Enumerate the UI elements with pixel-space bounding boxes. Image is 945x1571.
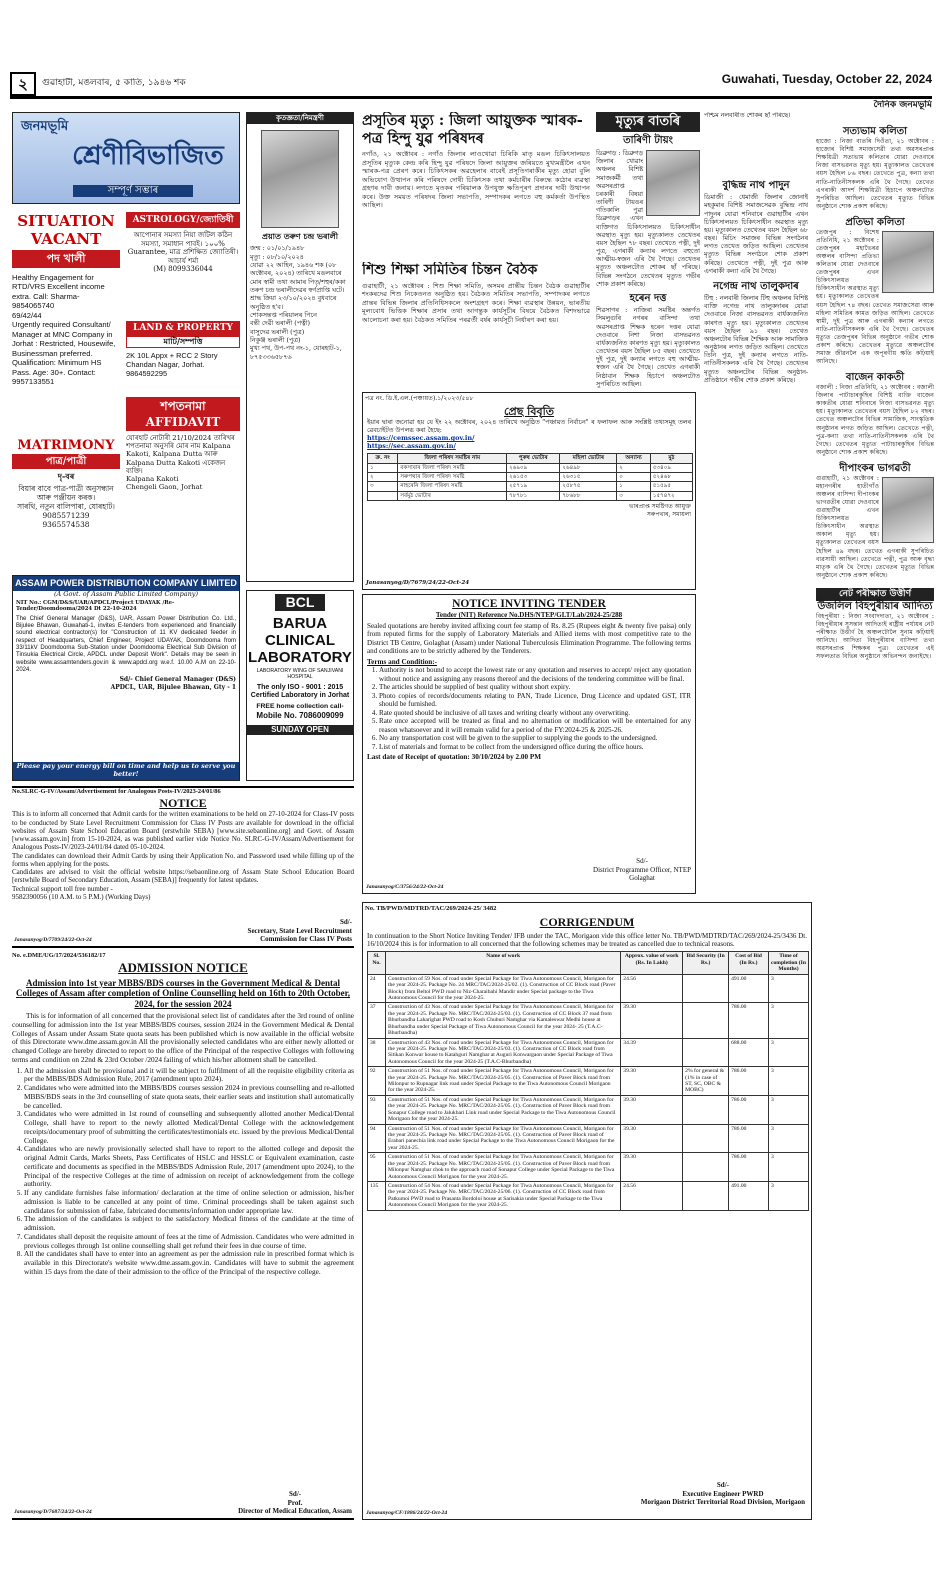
table-cell: Construction of 51 Nos. of road under Special Package for Tiwa Autonomous Council, Morigaon for the year 2024-25. Package No. MRC/TAC/2024-25/05. (1). Construction of Paver Block road from Milonpur Namghar chok to the approach road of Sonapur College under Special Package to the Tiwa Autonomous Council Morigaon for the year 2024-25.: [385, 1153, 620, 1182]
right-body-5: বিহপুৰীয়া : নিজা সংবাদদাতা, ২১ অক্টোবৰ : বিহপুৰীয়াৰ সুসন্তান আদিত্যই ৰাষ্ট্ৰীয় পৰ্যায়ৰ নেট পৰীক্ষাত উত্তীৰ্ণ হৈ অঞ্চলটোলৈ সুনাম কঢ়িয়াই আনিছে। আদিত্য বিহপুৰীয়াৰ বাসিন্দা তথা অৱসৰপ্ৰাপ্ত শিক্ষকৰ পুত্ৰ। তেখেতৰ এই সফলতাত বিভিন্ন অনুষ্ঠানে অভিনন্দন জনাইছে।: [816, 612, 934, 661]
death-news-body-2: শিৱসাগৰ : নাজিৰা সমষ্টিৰ অন্তৰ্গত সিমলুগুৰি নগৰৰ বাসিন্দা তথা অৱসৰপ্ৰাপ্ত শিক্ষক হৰেন দত্তৰ যোৱা দেওবাৰে নিশা নিজা বাসভৱনত বাৰ্ধক্যজনিত কাৰণত মৃত্যু হয়। মৃত্যুকালত তেখেতৰ বয়স হৈছিল ৮৫ বছৰ। তেখেতে দুই পুত্ৰ, দুই কন্যাৰ লগতে বহু আত্মীয়-স্বজন এৰি থৈ গৈছে। তেখেত এগৰাকী নিষ্ঠাবান শিক্ষক হিচাপে অঞ্চলটোত সুপৰিচিত আছিল।: [596, 307, 700, 388]
tender-body: Sealed quotations are hereby invited affixing court fee stamp of Rs. 8.25 (Rupees eight & twenty five paisa) only from reputed firms for the supply of Laboratory Materials and Allied items with most competitive rate to the District TB Centre, Golaghat (Assam) under National Tuberculosis Elimination Programme. The following terms and conditions are to be strictly adhered by the Tenderers.: [367, 621, 691, 656]
tender-term: 1. Authority is not bound to accept the lowest rate or any quotation and reserves to accept/ reject any quotation without notice and assigning any reasons thereof and the decisions of the tendering committee will be final.: [379, 666, 691, 683]
table-header-cell: Bid Security (In Rs.): [683, 952, 729, 974]
table-cell: Construction of 43 Nos. of road under Special Package for Tiwa Autonomous Council, Morigaon for the year 2024-25. Package No. MRC/TAC/2024-25/03. (1). Construction of CC Block road from Sitikan Konwar house to Katahguri Namghar at Auguri Konwargaon under Special Package of Tiwa Autonomous Council for the year 2024-25 (T.A.C-Bhurbandha): [385, 1038, 620, 1067]
death-news-name-4: নগেন্দ্ৰ নাথ তালুকদাৰ: [713, 280, 799, 292]
table-cell: 3: [768, 1153, 808, 1182]
table-cell: 39.30: [621, 1153, 683, 1182]
table-row: [368, 491, 693, 500]
lab-sunday-open: SUNDAY OPEN: [247, 725, 353, 735]
table-cell: ৭৮৬৮৮: [560, 491, 617, 500]
table-cell: 38: [368, 1038, 386, 1067]
table-row: [368, 1181, 809, 1210]
slrc-sign: Sd/- Secretary, State Level Recruitment Commission for Class IV Posts: [247, 918, 352, 944]
table-cell: 786.00: [729, 1067, 769, 1096]
tender-sign: Sd/- District Programme Officer, NTEP Golaghat: [593, 857, 691, 883]
table-row: [368, 463, 693, 472]
right-name-4: দীপাংকৰ ভাগৱতী: [839, 462, 911, 474]
table-cell: Construction of 54 Nos. of road under Special Package for Tiwa Autonomous Council, Morigaon for the year 2024-25. Package No. MRC/TAC/2024-25/06. (1). Construction of CC Block road from Patkumoi PWD road to Prasanta Bordoloi house at Sarisakia under Special Package to the Tiwa Autonomous Council Morigaon for the year 2024-25.: [385, 1181, 620, 1210]
situation-sub: পদ খালী: [12, 250, 120, 268]
astrology-body: আপোনাৰ সমস্যা নিয়া জটিল কঠিন সমস্যা, সমাধান পাবই। ১০০% Guarantee, মাত্ৰ প্ৰশিক্ষিত জ্যোতিষী। আচাৰ্য শৰ্মা (M) 8099336044: [127, 231, 239, 274]
death-news-body-1: ডিব্ৰুগড় : ডিব্ৰুগড় জিলাৰ খোৱাং অঞ্চলৰ বিশিষ্ট সমাজকৰ্মী তথা অৱসৰপ্ৰাপ্ত চৰকাৰী বিষয়া তাৰিণী টায়ঙৰ গতিকালি পুৱা ডিব্ৰুগড়ৰ এখন ব্যক্তিগত চিকিৎসালয়ত চিকিৎসাধীন অৱস্থাত মৃত্যু হয়। মৃত্যুকালত তেখেতৰ বয়স হৈছিল ৭৮ বছৰ। তেখেতে পত্নী, দুই পুত্ৰ, এগৰাকী কন্যাৰ লগতে বহুতো আত্মীয়-স্বজন এৰি থৈ গৈছে। তেখেতৰ মৃত্যুত অঞ্চলটোত শোকৰ ছাঁ পৰিছে। বিভিন্ন সংগঠনে তেখেতৰ মৃত্যুত গভীৰ শোক প্ৰকাশ কৰিছে।: [596, 150, 700, 288]
apdcl-footer: Please pay your energy bill on time and help us to serve you better!: [13, 762, 239, 780]
table-cell: 135: [368, 1181, 386, 1210]
affidavit-title: শপতনামা AFFIDAVIT: [126, 397, 240, 431]
classified-right-column: [126, 212, 240, 568]
admission-point: 2. Candidates who were admitted into the MBBS/BDS courses session 2024 in previous counselling and re-allotted MBBS/BDS seats in the 3rd counselling of state quota seats, their earlier seats and institution shall automatically be cancelled.: [24, 1084, 354, 1110]
lab-tagline: LABORATORY WING OF SANJIVANI HOSPITAL: [256, 668, 344, 681]
death-news-title: মৃত্যুৰ বাতৰি: [596, 112, 700, 132]
table-cell: 3: [768, 1181, 808, 1210]
table-cell: 786.00: [729, 1095, 769, 1124]
admission-point: 8. All the candidates shall have to enter into an agreement as per the admission rule in prescribed format which is available in this Directorate's website www.dme.assam.gov.in. Candidates will have to submit the agreement within 15 days from the date of their admission to the office of the Principal of the respective college.: [24, 1250, 354, 1276]
news-lead-1-title: প্ৰসূতিৰ মৃত্যু : জিলা আয়ুক্তক স্মাৰক-পত্ৰ হিন্দু যুৱ পৰিষদৰ: [362, 112, 583, 147]
news-lead-1-body: নগাঁও, ২১ অক্টোবৰ : নগাঁও জিলাৰ লাওখোৱা চিৰিকি মাতৃ মঙল চিকিৎসালয়ত প্ৰসূতিৰ মৃত্যুক কেন্দ্ৰ কৰি হিন্দু যুৱ পৰিষদে জিলা আয়ুক্তৰ জৰিয়তে মুখ্যমন্ত্ৰীলৈ এখন স্মাৰক-পত্ৰ প্ৰেৰণ কৰে। চিকিৎসকৰ অৱহেলাৰ বাবেই প্ৰসূতিগৰাকীৰ মৃত্যু হোৱা বুলি অভিযোগ উত্থাপন কৰি পৰিষদে দোষী চিকিৎসক তথা কৰ্মচাৰীৰ বিৰুদ্ধে কঠোৰ ব্যৱস্থা গ্ৰহণৰ দাবী জনায়। লগতে মৃতকৰ পৰিয়ালক উপযুক্ত ক্ষতিপূৰণ প্ৰদানৰ দাবী উত্থাপন কৰে। উক্ত সময়ত পৰিষদৰ জিলা সভাপতি, সম্পাদকৰ লগতে বহু কৰ্মকৰ্তা উপস্থিত আছিল।: [362, 150, 590, 209]
slrc-title: NOTICE: [159, 795, 207, 810]
table-cell: 39.30: [621, 1095, 683, 1124]
table-cell: ৫১৫৯৫: [650, 482, 692, 491]
table-cell: Construction of 51 Nos. of road under Special Package for Tiwa Autonomous Council, Morigaon for the year 2024-25. Package No. MRC/TAC/2024-25/05. (1). Construction of Paver Block road from Milonpur to Rupnagar link road under Special Package to the Tiwa Autonomous Council Morigaon for the year 2024-25.: [385, 1067, 620, 1096]
table-cell: 39.30: [621, 1067, 683, 1096]
admission-notice: [12, 952, 354, 1520]
table-cell: 2% for general & (1% in case of ST, SC, OBC & MOBC): [683, 1067, 729, 1096]
press-janasanyog: Janasanyog/D/7679/24/22-Oct-24: [366, 580, 470, 587]
table-cell: 93: [368, 1095, 386, 1124]
land-body: 2K 10L Appx + RCC 2 Story Chandan Nagar, Jorhat. 9864592295: [126, 350, 218, 378]
death-news-name-1: তাৰিণী টায়ং: [623, 134, 673, 146]
classified-brand-main: শ্ৰেণীবিভাজিত: [72, 141, 224, 171]
classified-brand-sub: সম্পূৰ্ণ সম্ভাৰ: [73, 185, 193, 197]
admission-point: 4. Candidates who are newly provisionally selected shall have to report to the allotted college and deposit the original Admit Cards, Marks Sheets, Pass Certificates of HSLC and HSSLC or Equivalent examination, caste certificate and documents as specified in the MBBS/BDS Admission Rule, 2017 (amendment upto 2024), to the Principal of the respective Colleges at the time of admission on receipt of acknowledgement from the college authority.: [24, 1145, 354, 1189]
table-cell: 491.00: [729, 974, 769, 1003]
table-cell: 786.00: [729, 1153, 769, 1182]
press-link-1[interactable]: https://cemssec.assam.gov.in/: [367, 434, 475, 443]
table-cell: [683, 1038, 729, 1067]
table-cell: 24.56: [621, 1181, 683, 1210]
header-date-assamese: গুৱাহাটী, মঙলবাৰ, ৫ কাতি, ১৯৪৬ শক: [42, 78, 186, 88]
table-cell: 39.30: [621, 1003, 683, 1038]
admission-point: 5. If any candidate furnishes false information/ declaration at the time of online selection or admission, his/her admission is liable to be cancelled at any point of time. Criminal proceedings shall be taken against such candidates for submission of false, fabricated documents/information under appropriate law.: [24, 1189, 354, 1215]
news-lead-2: [362, 262, 590, 388]
table-row: [368, 1124, 809, 1153]
tender-notice: [362, 594, 696, 894]
header-rule: [10, 96, 932, 99]
corrigendum-ref: No. TB/PWD/MDTRD/TAC/269/2024-25/ 3482: [365, 905, 497, 912]
lab-logo: BCL: [275, 594, 325, 611]
table-cell: ১৫৭৪৭২: [650, 491, 692, 500]
slrc-janasanyog: Janasanyog/D/7709/24/22-Oct-24: [14, 937, 92, 944]
table-header-cell: পুৰুষ ভোটাৰ: [507, 454, 560, 463]
lab-free-collection: FREE home collection call-: [256, 702, 344, 710]
right-name-1: সত্যভাম কলিতা: [842, 126, 908, 137]
death-news-photo-1: [646, 150, 700, 216]
right-name-2: প্ৰতিভা কলিতা: [845, 216, 905, 228]
table-row: [368, 1153, 809, 1182]
table-cell: [683, 974, 729, 1003]
obituary-name: প্ৰয়াত তৰুণ চন্দ্ৰ ভৰালী: [261, 230, 339, 241]
table-cell: Construction of 51 Nos. of road under Special Package for Tiwa Autonomous Council, Morigaon for the year 2024-25. Package No. MRC/TAC/2024-25/05. (1). Construction of Paver Block road of Erabari panechia link road under Special Package to the Tiwa Autonomous Council Morigaon for the year 2024-25.: [385, 1124, 620, 1153]
table-cell: ০: [617, 473, 651, 482]
news-lead-2-body: গুৱাহাটী, ২১ অক্টোবৰ : শিশু শিক্ষা সমিতি, অসমৰ প্ৰান্তীয় চিন্তন বৈঠক গুৱাহাটীৰ শংকৰদেৱ শিশু নিকেতনত অনুষ্ঠিত হয়। বৈঠকত সমিতিৰ সভাপতি, সম্পাদকৰ লগতে প্ৰান্তৰ বিভিন্ন জিলাৰ প্ৰতিনিধিসকলে অংশগ্ৰহণ কৰে। শিক্ষা ব্যৱস্থাৰ উন্নয়ন, ভাৰতীয় মূল্যবোধ ভিত্তিক শিক্ষাৰ প্ৰসাৰ তথা আগন্তুক কাৰ্যসূচীৰ বিষয়ে বৈঠকত বিশদভাৱে আলোচনা কৰা হয়। বৈঠকত সমিতিৰ পৰৱৰ্তী বৰ্ষৰ কাৰ্যসূচী নিৰ্ধাৰণ কৰা হয়।: [362, 281, 590, 324]
table-cell: 3: [768, 1038, 808, 1067]
table-header-cell: মহিলা ভোটাৰ: [560, 454, 617, 463]
apdcl-title: ASSAM POWER DISTRIBUTION COMPANY LIMITED: [13, 576, 239, 591]
table-cell: নাহৰেনি জিলা পৰিষদ সমষ্টি: [398, 482, 507, 491]
corrigendum-body: In continuation to the Short Notice Inviting Tender/ IFB under the TAC, Morigaon vide this office letter No. TB/PWD/MDTRD/TAC/269/2024-25/3436 Dt. 16/10/2024 this is for information to all concerned that the following schemes may be treated as cancelled due to technical reasons.: [367, 931, 807, 949]
table-cell: Construction of 59 Nos. of road under Special Package for Tiwa Autonomous Council, Morigaon for the year 2024-25. Package No. 24 MRC/TAC/2024-25/02. (1). Construction of CC Block road (Paver Block) from Beltol PWD road to Niz-Charaibahi Mandir under Special package to the Tiwa Autonomous Council for the year 2024-25.: [385, 974, 620, 1003]
table-cell: 24: [368, 974, 386, 1003]
slrc-notice: [12, 786, 354, 948]
table-cell: ৫২৪৬৮: [650, 473, 692, 482]
lab-name: BARUA CLINICAL LABORATORY: [248, 615, 352, 667]
table-row: [368, 473, 693, 482]
table-cell: ২: [617, 463, 651, 472]
situation-body: Healthy Engagement for RTD/VRS Excellent income extra. Call: Sharma- 9854065740 69/42/44 Urgently required Consultant/ Manager at MNC Company in Jorhat : Restricted, Housewife, Businessman preferred. Qualification: Minimum HS Pass. Age: 30+. Contact: 9957133551: [12, 273, 116, 387]
right-photo-2: [882, 231, 934, 293]
table-cell: 491.00: [729, 1181, 769, 1210]
table-cell: ১: [617, 482, 651, 491]
tender-term: 7. List of materials and format to be collect from the undersigned office during the office hours.: [379, 743, 691, 752]
table-cell: সৰুপথাৰ জিলা পৰিষদ সমষ্টি: [398, 473, 507, 482]
land-sub: মাটি/সম্পত্তি: [126, 336, 240, 348]
table-cell: 3: [768, 1124, 808, 1153]
table-header-cell: Approx. value of work (Rs. In Lakh): [621, 952, 683, 974]
table-cell: 786.00: [729, 1124, 769, 1153]
masthead-brand: দৈনিক জনমভূমি: [873, 100, 932, 110]
table-cell: ৩: [368, 482, 398, 491]
admission-point: 3. Candidates who were admitted in 1st round of counselling and subsequently allotted another Medical/Dental College, shall have to report to the newly allotted Medical/Dental College with the acknowledgement receipts/documentary proof of submitting the certificates/testimonials etc. issued by the previous Medical/Dental College.: [24, 1110, 354, 1145]
astrology-title: ASTROLOGY/জ্যোতিষী: [126, 212, 240, 228]
table-cell: বকসাবাৰ জিলা পৰিষদ সমষ্টি: [398, 463, 507, 472]
table-row: [368, 1067, 809, 1096]
table-header-cell: Cost of Bid (In Rs.): [729, 952, 769, 974]
table-cell: 786.00: [729, 1003, 769, 1038]
table-cell: Construction of 51 Nos. of road under Special Package for Tiwa Autonomous Council, Morigaon for the year 2024-25. Package No. MRC/TAC/2024-25/05. (1). Construction of Paver Block road from Sonapur College road to Jalukbari Link road under Special Package to the Tiwa Autonomous Council Morigaon for the year 2024-25.: [385, 1095, 620, 1124]
admission-title: ADMISSION NOTICE: [118, 959, 248, 975]
table-cell: ১: [368, 463, 398, 472]
table-cell: 24.56: [621, 974, 683, 1003]
death-news-body-3: ডিমাজী : ধেমাজী জিলাৰ জোনাই মহকুমাৰ বিশিষ্ট সমাজসেৱক বুদ্ধিন্দ্ৰ নাথ পাদুনৰ যোৱা শনিবাৰে গুৱাহাটীৰ এখন চিকিৎসালয়ত চিকিৎসাধীন অৱস্থাত মৃত্যু হয়। মৃত্যুকালত তেখেতৰ বয়স হৈছিল ৬৮ বছৰ। মিচিং সমাজৰ বিভিন্ন সংগঠনৰ লগত তেখেত জড়িত আছিল। তেখেতৰ মৃত্যুত বিভিন্ন সংগঠনে শোক প্ৰকাশ কৰিছে। তেখেতে পত্নী, দুই পুত্ৰ আৰু এগৰাকী কন্যা এৰি থৈ গৈছে।: [704, 194, 808, 275]
table-row: [368, 1038, 809, 1067]
matrimony-sub: পাত্ৰ/পাত্ৰী: [12, 454, 120, 469]
table-cell: 34.39: [621, 1038, 683, 1067]
tender-terms: [363, 666, 695, 751]
tender-ref: Tender (NIT) Reference No.DHS/NTEP/GLT/Lab/2024-25/288: [435, 611, 623, 620]
death-news-col-b: [704, 180, 808, 896]
table-cell: Construction of 43 Nos. of road under Special Package for Tiwa Autonomous Council, Morigaon for the year 2024-25. Package No. MRC/TAC/2024-25/03. (1). Construction of CC Block 37 road from Bhurbandha Laharighat PWD road to Kosh Chuburi Namghar via Kamaleswar Medhi house at Bhurbandha under Special Package of Tiwa Autonomous Council for the year 2024- 25 (T.A.C-Bhurbandha): [385, 1003, 620, 1038]
press-body: ইয়াৰ দ্বাৰা জনোৱা হয় যে ইং ২২ অক্টোবৰ, ২০২৪ তাৰিখে অনুষ্ঠিত "পঞ্চায়ত নিৰ্বাচন" ৰ ফলাফল আৰু সংশ্লিষ্ট তথ্যসমূহ তলৰ ৱেবচাইটত উপলব্ধ কৰা হৈছে:: [367, 418, 691, 434]
obituary-body: জন্ম : ০১/০১/১৯৪৮ মৃত্যু : ০৮/১০/২০২৪ যোৱা ২২ আহিন, ১৯৪৬ শক (০৮ অক্টোবৰ, ২০২৪) তাৰিখে মঙলবাৰে মোৰ স্বামী তথা আমাৰ পিতৃ/শহুৰ/ককা তৰুণ চন্দ্ৰ ভৰালীদেৱৰ স্বৰ্গপ্ৰাপ্তি ঘটে। শ্ৰাদ্ধ ক্ৰিয়া ২৩/১০/২০২৪ বুধবাৰে অনুষ্ঠিত হ'ব। শোকসন্তপ্ত পৰিয়ালৰ পিনে বন্তী দেৱী ভৰালী (পত্নী) বাসুদেৱ ভৰালী (পুত্ৰ) নিকুঞ্জ ভৰালী (পুত্ৰ) মুখ্য পথ, উপ-পথ নং-১, যোৰহাট-১, ৮৭৫৩৩৬৫৮৭৬: [250, 244, 346, 361]
right-name-3: বাজেন কাকতী: [845, 372, 905, 383]
lab-mobile: Mobile No. 7086009099: [256, 711, 344, 721]
table-cell: ২৬৯০৯: [507, 463, 560, 472]
table-cell: 3: [768, 974, 808, 1003]
slrc-body: This is to inform all concerned that Admit cards for the written examinations to be held on 27-10-2024 for Class-IV posts to be conducted by State Level Recruitment Commission for Class IV Posts are available for download in the official websites of Assam State School Education Board (erstwhile SEBA) [www.site.sebaonline.org] and Govt. of Assam [www.assam.gov.in] from 15-10-2024, as was published earlier vide Notice No. SLRC-G-IV/Assam/Advertisement for Analogous Posts-IV/2023-24/01/84 dated 05-10-2024. The candidates can download their Admit Cards by using their Application No. and Password used while filling up of the forms when applying for the posts. Candidates are advised to visit the official website https://sebaonline.org of Assam State School Education Board [erstwhile Board of Secondary Education, Assam (SEBA)] frequently for latest updates. Technical support toll free number - 9582390056 (10 A.M. to 5 P.M.) (Working Days): [12, 810, 354, 901]
admission-janasanyog: Janasanyog/D/7687/24/22-Oct-24: [14, 1509, 92, 1516]
tender-terms-title: Terms and Condition:-: [367, 657, 438, 666]
obituary-box: [246, 112, 354, 582]
classified-banner: [12, 112, 240, 204]
page-number: ২: [10, 72, 36, 96]
table-row: [368, 1003, 809, 1038]
table-cell: ২৫৮৭৫: [560, 482, 617, 491]
corrigendum-sign: Sd/- Executive Engineer PWRD Morigaon District Territorial Road Division, Morigaon: [640, 1481, 805, 1507]
right-name-5b: উজলিল বিহপুৰীয়াৰ আদিত্য: [817, 600, 933, 612]
admission-points: [12, 1067, 354, 1277]
press-ref: পত্ৰ নং. ডি.ই.এল.(পঞ্চায়ত).১/২০২৩/৫৪৮: [365, 395, 474, 402]
table-cell: 95: [368, 1153, 386, 1182]
right-photo-4: [882, 477, 934, 543]
affidavit-body: যোৰহাট নোটাৰী 21/10/2024 তাৰিখৰ শপতনামা অনুসৰি মোৰ নাম Kalpana Kakoti, Kalpana Dutta আৰু Kalpana Dutta Kakoti একেজন ব্যক্তি। Kalpana Kakoti Chengeli Gaon, Jorhat: [126, 433, 235, 492]
apdcl-sign: Sd/- Chief General Manager (D&S) APDCL, UAR, Bijulee Bhawan, Gty - 1: [110, 676, 236, 691]
news-lead-2-title: শিশু শিক্ষা সমিতিৰ চিন্তন বৈঠক: [362, 262, 538, 278]
apdcl-body: The Chief General Manager (D&S), UAR, Assam Power Distribution Co. Ltd., Bijulee Bhawan, Guwahati-1, invites E-tenders from experienced and financially sound electrical contractor(s) for "Construction of 11 KV dedicated feeder in respect of Headquarters, Chief Engineer, Project UDAYAK, Doomdooma from 33/11kV Doomdooma Sub-Station under Doomdooma Electrical Sub Division of Tinsukia Electrical Circle, APDCL under Deposit Work". Details may be seen in website www.assamtenders.gov.in & www.apdcl.org w.e.f. 10.00 A.M on 22-10-2024.: [16, 615, 236, 673]
table-header-cell: মুঠ: [650, 454, 692, 463]
matrimony-groom: দৃ-বৰ: [57, 471, 75, 481]
corrigendum: [362, 902, 812, 1520]
right-body-2: তেজপুৰ : বিশেষ প্ৰতিনিধি, ২১ অক্টোবৰ : তেজপুৰৰ মহাভৈৰৱ অঞ্চলৰ বাসিন্দা প্ৰতিভা কলিতাৰ যোৱা দেওবাৰে তেজপুৰৰ এখন চিকিৎসালয়ত চিকিৎসাধীন অৱস্থাত মৃত্যু হয়। মৃত্যুকালত তেখেতৰ বয়স হৈছিল ৭৪ বছৰ। তেখেত সমাজসেৱা আৰু মহিলা সমিতিৰ কামত জড়িত আছিল। তেখেতে স্বামী, দুই পুত্ৰ আৰু এগৰাকী কন্যাৰ লগতে নাতি-নাতিনীসকলক এৰি থৈ গৈছে। তেখেতৰ মৃত্যুত তেজপুৰৰ বিভিন্ন অনুষ্ঠানে গভীৰ শোক প্ৰকাশ কৰিছে। তেখেতৰ মৃত্যুৱে অঞ্চলটোৰ সমাজ জীৱনলৈ এক অপূৰণীয় ক্ষতি কঢ়িয়াই আনিছে।: [816, 228, 934, 365]
table-header-cell: Name of work: [385, 952, 620, 974]
table-cell: ২৬৪৯৮: [560, 463, 617, 472]
table-cell: ৫৩৪০৯: [650, 463, 692, 472]
press-table: [367, 453, 693, 501]
tender-term: 6. No any transportation cost will be given to the supplier to supplying the goods to the undersigned.: [379, 734, 691, 743]
header-date-english: Guwahati, Tuesday, October 22, 2024: [721, 72, 932, 86]
admission-point: 6. The admission of the candidates is subject to the satisfactory Medical fitness of the candidate at the time of admission.: [24, 1215, 354, 1233]
table-cell: [683, 1153, 729, 1182]
table-cell: [683, 1124, 729, 1153]
classified-brand-top: জনমভূমি: [21, 119, 69, 134]
corrigendum-table: [367, 951, 809, 1210]
table-cell: ৭৮৭৮১: [507, 491, 560, 500]
right-name-5: নেট পৰীক্ষাত উত্তীৰ্ণ: [816, 588, 934, 601]
obituary-title: কৃতজ্ঞতা/নিমন্ত্ৰণী: [247, 113, 353, 124]
table-cell: ২: [368, 473, 398, 482]
press-release: [362, 392, 696, 590]
death-news-body-4: টিহু : নলবাৰী জিলাৰ টিহু অঞ্চলৰ বিশিষ্ট ব্যক্তি নগেন্দ্ৰ নাথ তালুকদাৰৰ যোৱা দেওবাৰে নিজা বাসভৱনত বাৰ্ধক্যজনিত কাৰণত মৃত্যু হয়। মৃত্যুকালত তেখেতৰ বয়স হৈছিল ৯১ বছৰ। তেখেত অঞ্চলটোৰ বিভিন্ন শৈক্ষিক আৰু সামাজিক অনুষ্ঠানৰ লগত জড়িত আছিল। তেখেতে তিনি পুত্ৰ, দুই কন্যাৰ লগতে নাতি-নাতিনীসকলক এৰি থৈ গৈছে। তেখেতৰ মৃত্যুত অঞ্চলটোৰ বিভিন্ন অনুষ্ঠান-প্ৰতিষ্ঠানে গভীৰ শোক প্ৰকাশ কৰিছে।: [704, 295, 808, 384]
press-title: প্ৰেছ বিবৃতি: [504, 404, 554, 418]
table-row: [368, 974, 809, 1003]
admission-point: 1. All the admission shall be provisional and it will be subject to fulfilment of all the requisite eligibility criteria as per the MBBS/BDS Admission Rule, 2017 (amendment upto 2024).: [24, 1067, 354, 1085]
tender-term: 2. The articles should be supplied of best quality without short expiry.: [379, 683, 691, 692]
table-cell: 3: [768, 1003, 808, 1038]
tender-title: NOTICE INVITING TENDER: [452, 598, 606, 610]
admission-sign: Sd/- Prof. Director of Medical Education, Assam: [238, 1490, 352, 1516]
corrigendum-janasanyog: Janasanyog/CF/1886/24/22-Oct-24: [366, 1510, 448, 1517]
right-body-1: হাজো : নিজা বাতৰি দিওঁতা, ২১ অক্টোবৰ : হাজোৰ বিশিষ্ট সমাজসেৱী তথা অৱসৰপ্ৰাপ্ত শিক্ষয়িত্ৰী সত্যভাম কলিতাৰ যোৱা দেওবাৰে নিজা বাসভৱনত মৃত্যু হয়। মৃত্যুকালত তেখেতৰ বয়স হৈছিল ৮৬ বছৰ। তেখেতে পুত্ৰ, কন্যা তথা নাতি-নাতিনীসকলক এৰি থৈ গৈছে। তেখেত এগৰাকী আদৰ্শ শিক্ষয়িত্ৰী হিচাপে অঞ্চলটোত সুপৰিচিত আছিল। তেখেতৰ মৃত্যুত বিভিন্ন অনুষ্ঠানে শোক প্ৰকাশ কৰিছে।: [816, 138, 934, 210]
table-cell: ৩: [617, 491, 651, 500]
news-lead-1: [362, 112, 590, 258]
table-row: [368, 1095, 809, 1124]
matrimony-title: MATRIMONY: [17, 438, 115, 453]
admission-body: This is for information of all concerned that the provisional select list of candidates after the 3rd round of online counselling for admission into the 1st year MBBS/BDS courses, session 2024 in the Government Medical & Dental Colleges of Assam under Assam State quota seats has been published which is now available in the official website of this Directorate www.dme.assam.gov.in All the provisionally selected candidates who are either newly allotted or changed College are hereby directed to report to the office of the Principal of the respective Colleges with following terms and condition on 22nd & 23rd October /2024 failing of which his/her allotment shall be cancelled.: [12, 1011, 354, 1064]
lab-ad: [246, 590, 354, 781]
death-news-intro: পশ্চিম নলবাৰীত শোকৰ ছাঁ পৰিছে।: [704, 112, 791, 119]
apdcl-subtitle: (A Govt. of Assam Public Limited Company): [53, 589, 199, 598]
right-column-news: [816, 112, 934, 1520]
table-header-cell: Sl. No.: [368, 952, 386, 974]
admission-subtitle: Admission into 1st year MBBS/BDS courses in the Government Medical & Dental Colleges of Assam after completion of Online Counselling held on 16th to 20th October, 2024, for the session 2024: [15, 977, 350, 1010]
admission-point: 7. Candidates shall deposit the requisite amount of fees at the time of Admission. Candidates who were admitted in previous colleges through 1st online counselling shall get refund their fees in due course of time.: [24, 1233, 354, 1251]
lab-iso: The only ISO - 9001 : 2015 Certified Laboratory in Jorhat: [250, 683, 350, 700]
matrimony-body: বিয়াৰ বাবে পাত্ৰ-পাত্ৰী অনুসন্ধান আৰু পঞ্জীয়ন কৰক। সাৰথি, নতুন বালিপাৰা, যোৰহাট। 9085571239 9365574538: [17, 483, 115, 529]
table-cell: ২৫৭১৯: [507, 482, 560, 491]
press-sign: ভাৰপ্ৰাপ্ত সমষ্টিগত আয়ুক্ত সৰুপথাৰ, সমায়লা: [629, 503, 691, 518]
table-cell: 37: [368, 1003, 386, 1038]
situation-title: SITUATION VACANT: [17, 212, 115, 248]
table-cell: [683, 1003, 729, 1038]
tender-term: 5. Rate once accepted will be treated as final and no alternation or modification will be entertained for any reason whatsoever and it will remain valid for a period of the FY:2024-25 & 2025-26.: [379, 717, 691, 734]
table-header-cell: অন্যান্য: [617, 454, 651, 463]
tender-term: 4. Rate quoted should be inclusive of all taxes and writing clearly without any overwriting.: [379, 709, 691, 718]
corrigendum-title: CORRIGENDUM: [539, 915, 635, 930]
table-cell: [368, 491, 398, 500]
death-news-name-2: হৰেন দত্ত: [629, 292, 667, 304]
slrc-ref: No.SLRC-G-IV/Assam/Advertisement for Analogous Posts-IV/2023-24/01/86: [12, 788, 221, 795]
table-cell: 92: [368, 1067, 386, 1096]
table-cell: [683, 1095, 729, 1124]
table-header-cell: Time of completion (In Months): [768, 952, 808, 974]
press-link-2[interactable]: https://sec.assam.gov.in/: [367, 442, 456, 451]
right-body-3: বজালী : নিজা প্ৰতিনিধি, ২১ অক্টোবৰ : বজালী জিলাৰ পাটাচাৰকুছিৰ বিশিষ্ট ব্যক্তি বাজেন কাকতীৰ যোৱা শনিবাৰে নিজা বাসভৱনত মৃত্যু হয়। মৃত্যুকালত তেখেতৰ বয়স হৈছিল ৮২ বছৰ। তেখেত অঞ্চলটোৰ বিভিন্ন সামাজিক, সাংস্কৃতিক অনুষ্ঠানৰ লগত জড়িত আছিল। তেখেতে পত্নী, পুত্ৰ-কন্যা তথা নাতি-নাতিনীসকলক এৰি থৈ গৈছে। তেখেতৰ মৃত্যুত পাটাচাৰকুছিৰ বিভিন্ন অনুষ্ঠানে শোক প্ৰকাশ কৰিছে।: [816, 384, 934, 456]
table-row: [368, 482, 693, 491]
table-cell: 688.00: [729, 1038, 769, 1067]
tender-term: 3. Photo copies of records/documents relating to PAN, Trade Licence, Drug Licence and updated GST, ITR should be furnished.: [379, 692, 691, 709]
right-body-4: গুৱাহাটী, ২১ অক্টোবৰ : মহানগৰীৰ হাতীগাঁও অঞ্চলৰ বাসিন্দা দীপাংকৰ ভাগৱতীৰ যোৱা দেওবাৰে গুৱাহাটীৰ এখন চিকিৎসালয়ত চিকিৎসাধীন অৱস্থাত অকাল মৃত্যু হয়। মৃত্যুকালত তেখেতৰ বয়স হৈছিল ৪৯ বছৰ। তেখেত এগৰাকী সুপৰিচিত ব্যৱসায়ী আছিল। তেখেতে পত্নী, পুত্ৰ আৰু বৃদ্ধা মাতৃক এৰি থৈ গৈছে। তেখেতৰ মৃত্যুত বিভিন্ন অনুষ্ঠানে শোক প্ৰকাশ কৰিছে।: [816, 474, 934, 579]
tender-last-date: Last date of Receipt of quotation: 30/10/2024 by 2.00 PM: [367, 753, 542, 762]
apdcl-nit: NIT No.: CGM/D&S/UAR/APDCL/Project UDAYAK /Re-Tender/Doomdooma/2024 Dt 22-10-2024: [16, 599, 175, 613]
table-cell: ২৬৩১৫: [560, 473, 617, 482]
admission-ref: No. e.DME/UG/17/2024/536182/17: [12, 952, 106, 959]
table-cell: ২৬১৫৩: [507, 473, 560, 482]
table-cell: 3: [768, 1095, 808, 1124]
obituary-photo: [261, 130, 339, 228]
table-cell: [683, 1181, 729, 1210]
table-header-cell: জিলা পৰিষদ সমষ্টিৰ নাম: [398, 454, 507, 463]
table-cell: 3: [768, 1067, 808, 1096]
table-cell: 39.30: [621, 1124, 683, 1153]
table-cell: সৰ্বমুঠ ভোটাৰ: [398, 491, 507, 500]
apdcl-notice: [12, 575, 240, 781]
death-news-name-3: বুদ্ধিন্দ্ৰ নাথ পাদুন: [722, 180, 790, 191]
land-title: LAND & PROPERTY: [126, 321, 240, 336]
table-cell: 94: [368, 1124, 386, 1153]
matrimony-section: [12, 438, 120, 568]
table-header-cell: ক্ৰ. নং: [368, 454, 398, 463]
tender-janasanyog: Janasanyog/C/3756/24/22-Oct-24: [366, 884, 444, 891]
